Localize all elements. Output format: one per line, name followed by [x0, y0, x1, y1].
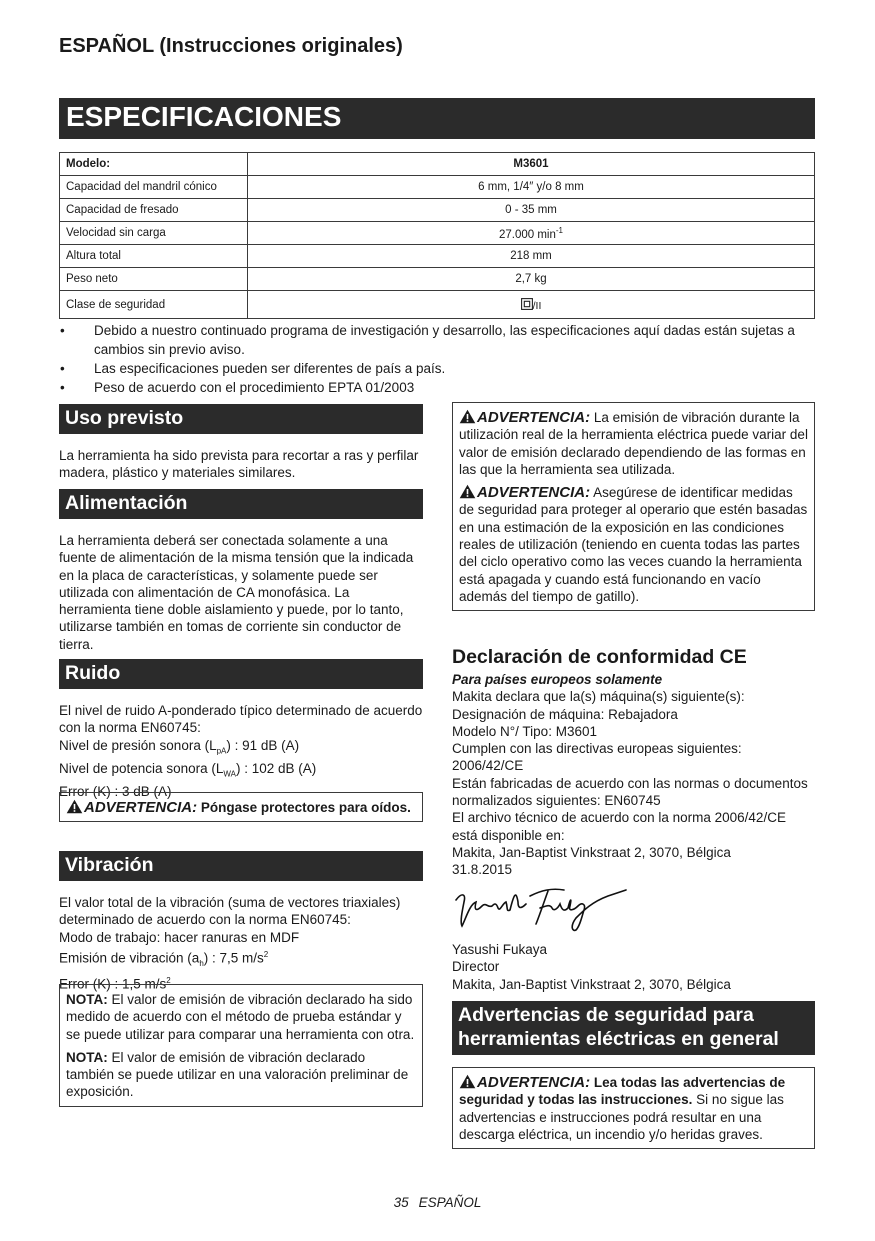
section-title-uso-previsto: Uso previsto	[59, 404, 423, 434]
table-row	[60, 199, 815, 222]
vibration-notes-box	[59, 984, 423, 1107]
spec-value	[248, 291, 815, 319]
signature-image	[452, 882, 632, 938]
safety-warning-bold: Lea todas las advertencias de seguridad y todas las instrucciones.	[459, 1075, 786, 1108]
spec-label: Altura total	[60, 245, 248, 268]
specifications-table	[59, 152, 815, 319]
noise-warning-text: Póngase protectores para oídos.	[200, 800, 411, 815]
page-footer	[0, 1195, 875, 1210]
spec-label: Clase de seguridad	[60, 291, 248, 319]
spec-label: Capacidad de fresado	[60, 199, 248, 222]
ce-subtitle: Para países europeos solamente	[452, 672, 663, 687]
warning-triangle-icon	[459, 1074, 476, 1089]
vibration-warnings-box	[452, 402, 815, 611]
specifications-title: ESPECIFICACIONES	[59, 98, 815, 139]
work-mode-line: Modo de trabajo: hacer ranuras en MDF	[59, 929, 300, 945]
vibration-emission-line: Emisión de vibración $(a_h)$ : 7,5 $m/s^2$	[59, 949, 269, 969]
safety-class-value: /II	[532, 299, 542, 312]
warning-label: ADVERTENCIA:	[84, 799, 198, 816]
safety-warning-box: ADVERTENCIA: Lea todas las advertencias de seguridad y todas las instrucciones. Si no sigue las advertencias e instrucciones podrá resultar en una descarga eléctrica, un incendio y/o heridas graves.	[452, 1067, 815, 1149]
speed-value: 27.000 min	[498, 228, 556, 241]
page-number: 35	[393, 1195, 409, 1210]
vibration-intro: El valor total de la vibración (suma de vectores triaxiales) determinado de acuerdo con la norma EN60745:	[59, 895, 401, 928]
section-title-alimentacion: Alimentación	[59, 489, 423, 519]
list-item: • Peso de acuerdo con el procedimiento EPTA 01/2003	[59, 378, 815, 397]
signatory-role: Director	[452, 959, 500, 975]
vibration-block	[59, 894, 423, 993]
vibration-error-line: Error (K) : 1,5 $m/s^2$	[59, 976, 171, 992]
vibration-warning-2: ADVERTENCIA: Asegúrese de identificar medidas de seguridad para proteger al operario que estén basadas en una estimación de la exposición en las condiciones reales de utilización (teniendo en cuenta todas las partes del ciclo operativo como las veces cuando la herramienta está apagada y cuando está funcionando en vacío además del tiempo de gatillo).	[459, 484, 808, 604]
table-row	[60, 153, 815, 176]
sound-power-line: Nivel de potencia sonora $(L_{WA})$ : 102 dB (A)	[59, 760, 317, 779]
section-title-ruido: Ruido	[59, 659, 423, 689]
table-row	[60, 268, 815, 291]
sound-pressure-line: Nivel de presión sonora $(L_{pA})$ : 91 dB (A)	[59, 737, 300, 756]
double-insulation-icon	[521, 298, 533, 310]
noise-error-line: Error (K) : 3 dB (A)	[59, 783, 172, 799]
uso-text: La herramienta ha sido prevista para recortar a ras y perfilar madera, plástico y materiales similares.	[59, 448, 419, 481]
ce-declaration	[452, 646, 815, 879]
alimentacion-text: La herramienta deberá ser conectada solamente a una fuente de alimentación de la misma tensión que la indicada en la placa de características, y solamente puede ser utilizada con alimentación de CA monofásica. La herramienta tiene doble aislamiento y puede, por lo tanto, utilizarse también en tomas de corriente sin conductor de tierra.	[59, 533, 414, 652]
vibration-warning-1: ADVERTENCIA: La emisión de vibración durante la utilización real de la herramienta eléctrica puede variar del valor de emisión declarado dependiendo de las formas en las que la herramienta sea utilizada.	[459, 409, 808, 477]
spec-value	[248, 222, 815, 245]
signatory-name: Yasushi Fukaya	[452, 942, 548, 957]
table-row	[60, 222, 815, 245]
section-title-safety-warnings: Advertencias de seguridad para herramientas eléctricas en general	[452, 1001, 815, 1055]
warning-triangle-icon	[459, 409, 476, 424]
language-header: ESPAÑOL (Instrucciones originales)	[59, 35, 403, 57]
ce-body: Makita declara que la(s) máquina(s) siguiente(s): Designación de máquina: Rebajadora Modelo N°/ Tipo: M3601 Cumplen con las directivas europeas siguientes: 2006/42/CE Están fabricadas de acuerdo con las normas o documentos normalizados siguientes: EN60745 El archivo técnico de acuerdo con la norma 2006/42/CE está disponible en: Makita, Jan-Baptist Vinkstraat 2, 3070, Bélgica 31.8.2015	[452, 689, 808, 878]
table-row	[60, 176, 815, 199]
list-item: • Las especificaciones pueden ser diferentes de país a país.	[59, 359, 815, 378]
ruido-block	[59, 702, 423, 800]
ruido-intro: El nivel de ruido A-ponderado típico determinado de acuerdo con la norma EN60745:	[59, 703, 423, 736]
spec-value: M3601	[248, 153, 815, 176]
safety-warning-text: Si no sigue las advertencias e instrucciones podrá resultar en una descarga eléctrica, un incendio y/o heridas graves.	[459, 1092, 784, 1142]
signature	[452, 882, 815, 938]
noise-warning-box	[59, 792, 423, 822]
spec-label: Velocidad sin carga	[60, 222, 248, 245]
spec-value: 6 mm, 1/4″ y/o 8 mm	[248, 176, 815, 199]
ce-title: Declaración de conformidad CE	[452, 646, 747, 668]
signatory-address: Makita, Jan-Baptist Vinkstraat 2, 3070, Bélgica	[452, 976, 731, 992]
nota-1: NOTA: El valor de emisión de vibración declarado ha sido medido de acuerdo con el método de prueba estándar y se puede utilizar para comparar una herramienta con otra.	[66, 992, 415, 1042]
spec-value: 218 mm	[248, 245, 815, 268]
nota-2: NOTA: El valor de emisión de vibración declarado también se puede utilizar en una valoración preliminar de exposición.	[66, 1049, 409, 1100]
list-item: • Debido a nuestro continuado programa de investigación y desarrollo, las especificaciones aquí dadas están sujetas a cambios sin previo aviso.	[59, 321, 815, 359]
speed-unit-exponent: -1	[555, 225, 564, 235]
spec-label: Modelo:	[60, 153, 248, 176]
specification-notes	[59, 321, 815, 397]
footer-language: ESPAÑOL	[418, 1195, 482, 1210]
spec-label: Capacidad del mandril cónico	[60, 176, 248, 199]
section-title-vibracion: Vibración	[59, 851, 423, 881]
warning-triangle-icon	[66, 799, 83, 814]
signatory-block	[452, 941, 815, 993]
spec-value: 0 - 35 mm	[248, 199, 815, 222]
table-row	[60, 291, 815, 319]
spec-value: 2,7 kg	[248, 268, 815, 291]
spec-label: Peso neto	[60, 268, 248, 291]
warning-triangle-icon	[459, 484, 476, 499]
table-row	[60, 245, 815, 268]
